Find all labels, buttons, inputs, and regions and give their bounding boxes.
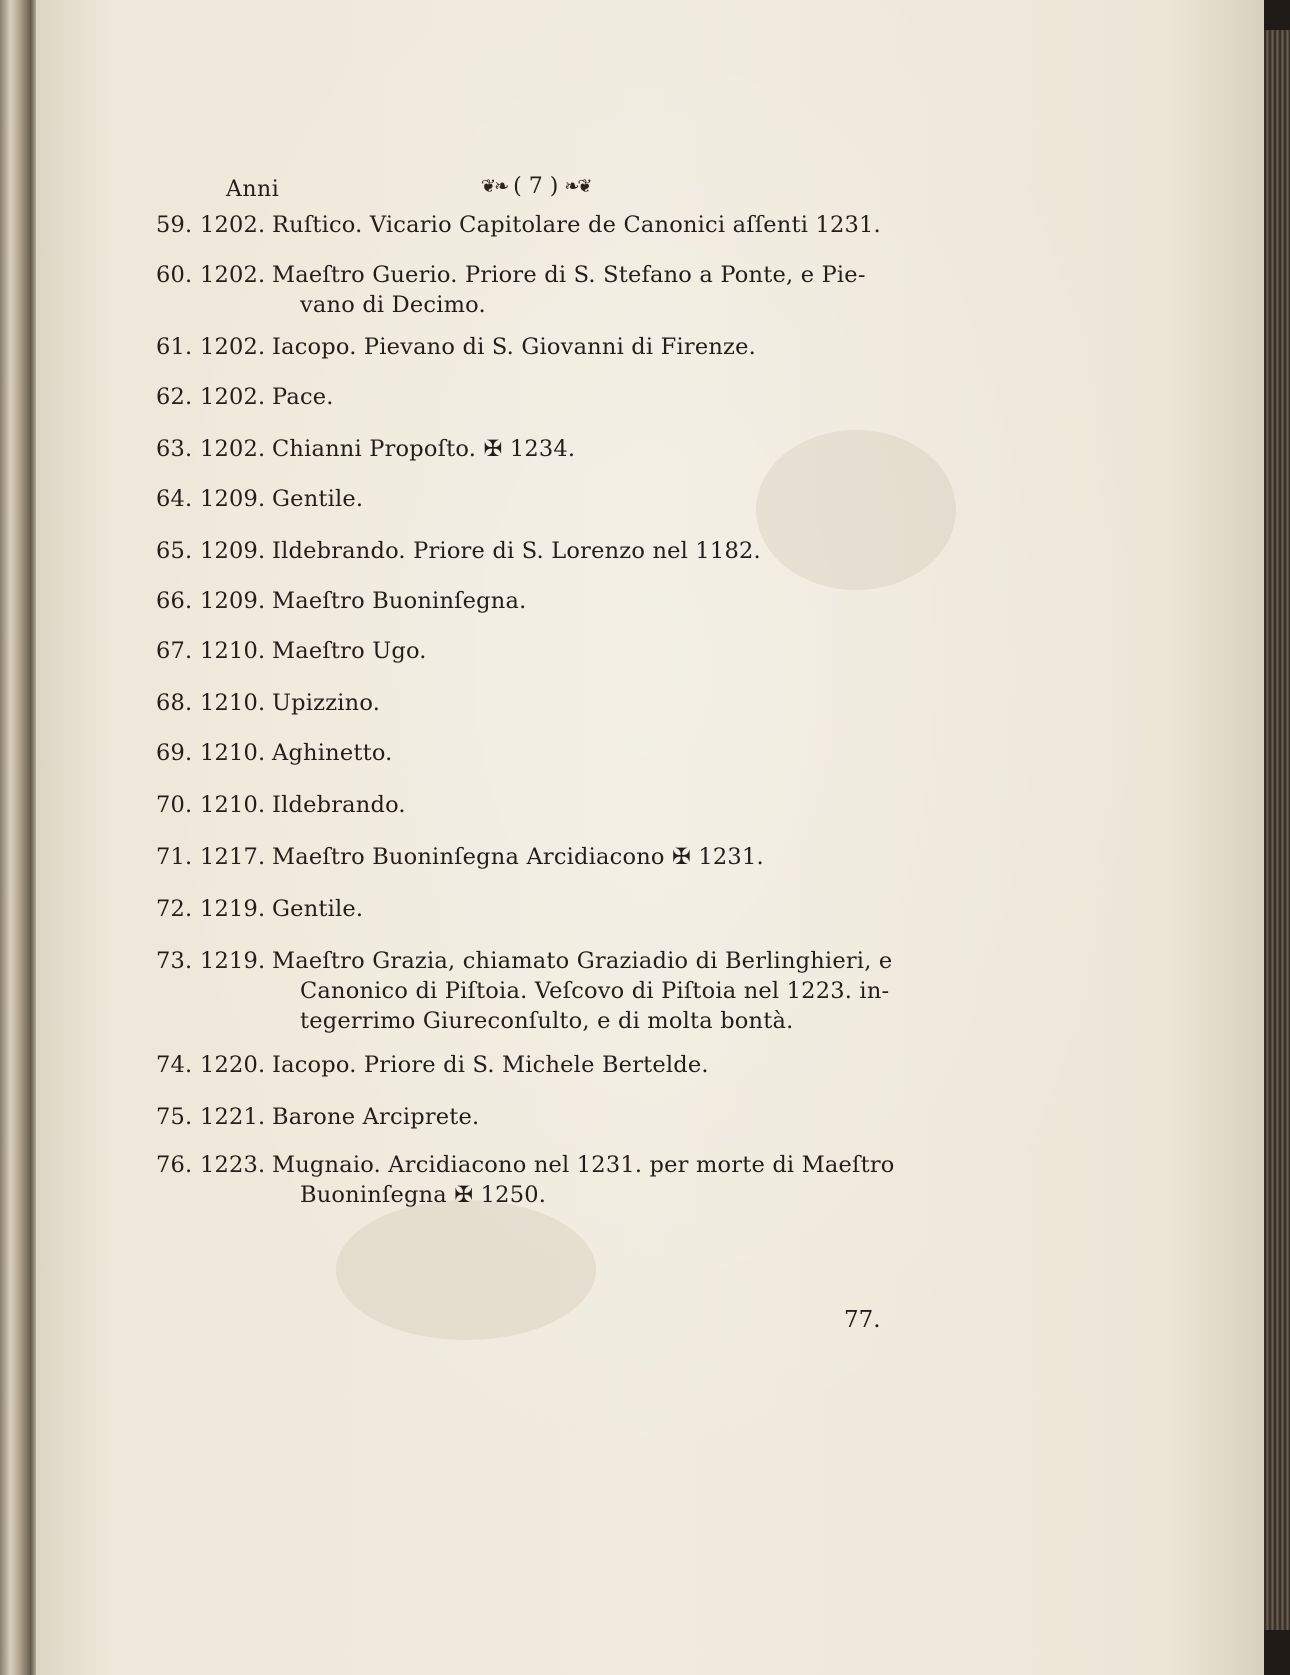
entry-year: 1210. <box>200 740 266 766</box>
ornament-left-icon: ❦❧ <box>481 176 508 197</box>
entry-text <box>268 894 956 924</box>
entry-line: Chianni Propoſto. ✠ 1234. <box>272 436 576 462</box>
entry-line: Gentile. <box>272 486 364 512</box>
entry-line: Ruſtico. Vicario Capitolare de Canonici aſſenti 1231. <box>272 212 881 238</box>
page-content <box>36 0 1264 1675</box>
entry-year: 1202. <box>200 334 266 360</box>
ornament-right-icon: ❧❦ <box>564 176 591 197</box>
list-item <box>156 332 956 362</box>
entry-year: 1210. <box>200 690 266 716</box>
entry-number: 67. <box>156 638 193 664</box>
page-number-header <box>481 174 591 199</box>
list-item <box>156 1050 956 1080</box>
list-item <box>156 536 956 566</box>
entry-year: 1221. <box>200 1104 266 1130</box>
list-item <box>156 1150 956 1210</box>
entry-text <box>268 332 956 362</box>
list-item <box>156 484 956 514</box>
entry-text <box>268 260 956 320</box>
entry-year: 1210. <box>200 792 266 818</box>
list-item <box>156 688 956 718</box>
entry-line: Ildebrando. <box>272 792 406 818</box>
entry-number: 61. <box>156 334 193 360</box>
entry-number: 74. <box>156 1052 193 1078</box>
page-number: ( 7 ) <box>513 174 559 199</box>
list-item <box>156 260 956 320</box>
entry-continuation-line: tegerrimo Giureconſulto, e di molta bontà. <box>300 1008 794 1034</box>
list-item <box>156 790 956 820</box>
entry-continuation-line: Buoninſegna ✠ 1250. <box>300 1182 547 1208</box>
entry-year: 1209. <box>200 588 266 614</box>
entry-text <box>268 636 956 666</box>
entry-text <box>268 210 956 240</box>
entry-number: 76. <box>156 1152 193 1178</box>
entry-year: 1219. <box>200 896 266 922</box>
entry-continuation-line: vano di Decimo. <box>300 292 486 318</box>
entry-text <box>268 688 956 718</box>
entry-text <box>268 790 956 820</box>
entry-line: Upizzino. <box>272 690 381 716</box>
list-item <box>156 842 956 872</box>
list-item <box>156 738 956 768</box>
entry-text <box>268 382 956 412</box>
entry-text <box>268 1050 956 1080</box>
entry-number: 70. <box>156 792 193 818</box>
entry-number: 69. <box>156 740 193 766</box>
entry-text <box>268 536 956 566</box>
page-fore-edge <box>1264 30 1290 1630</box>
entry-number: 64. <box>156 486 193 512</box>
entry-year: 1209. <box>200 538 266 564</box>
entry-line: Maeſtro Ugo. <box>272 638 427 664</box>
entry-number: 59. <box>156 212 193 238</box>
book-spine <box>0 0 30 1675</box>
list-item <box>156 210 956 240</box>
entry-number: 66. <box>156 588 193 614</box>
signature-mark: 77. <box>844 1307 881 1333</box>
entry-line: Maeſtro Buoninſegna Arcidiacono ✠ 1231. <box>272 844 764 870</box>
list-item <box>156 382 956 412</box>
entry-text <box>268 484 956 514</box>
entry-number: 71. <box>156 844 193 870</box>
entry-year: 1220. <box>200 1052 266 1078</box>
entry-year: 1202. <box>200 262 266 288</box>
entry-continuation-line: Canonico di Piſtoia. Veſcovo di Piſtoia nel 1223. in- <box>300 978 890 1004</box>
entry-number: 72. <box>156 896 193 922</box>
entry-text <box>268 946 956 1036</box>
list-item <box>156 894 956 924</box>
entry-line: Aghinetto. <box>272 740 393 766</box>
list-item <box>156 946 956 1036</box>
entry-text <box>268 1150 956 1210</box>
entry-text <box>268 842 956 872</box>
entry-year: 1223. <box>200 1152 266 1178</box>
entry-year: 1219. <box>200 948 266 974</box>
entry-number: 60. <box>156 262 193 288</box>
list-item <box>156 636 956 666</box>
entry-line: Iacopo. Pievano di S. Giovanni di Firenze. <box>272 334 756 360</box>
entry-line: Iacopo. Priore di S. Michele Bertelde. <box>272 1052 709 1078</box>
entry-text <box>268 434 956 464</box>
entry-year: 1202. <box>200 212 266 238</box>
entry-text <box>268 738 956 768</box>
entry-number: 63. <box>156 436 193 462</box>
entry-line: Maeſtro Buoninſegna. <box>272 588 527 614</box>
entry-text <box>268 1102 956 1132</box>
entry-number: 68. <box>156 690 193 716</box>
entry-line: Gentile. <box>272 896 364 922</box>
list-item <box>156 1102 956 1132</box>
entry-year: 1202. <box>200 436 266 462</box>
entry-line: Maeſtro Guerio. Priore di S. Stefano a Ponte, e Pie- <box>272 262 866 288</box>
entry-year: 1202. <box>200 384 266 410</box>
entry-year: 1209. <box>200 486 266 512</box>
entry-year: 1217. <box>200 844 266 870</box>
entry-line: Barone Arciprete. <box>272 1104 480 1130</box>
entry-line: Ildebrando. Priore di S. Lorenzo nel 1182. <box>272 538 761 564</box>
entry-line: Maeſtro Grazia, chiamato Graziadio di Berlinghieri, e <box>272 948 893 974</box>
list-item <box>156 434 956 464</box>
list-item <box>156 586 956 616</box>
entry-text <box>268 586 956 616</box>
entry-line: Pace. <box>272 384 334 410</box>
book-page <box>36 0 1264 1675</box>
running-head: Anni <box>226 177 280 202</box>
entry-number: 65. <box>156 538 193 564</box>
entry-number: 75. <box>156 1104 193 1130</box>
entry-line: Mugnaio. Arcidiacono nel 1231. per morte di Maeſtro <box>272 1152 895 1178</box>
entry-number: 62. <box>156 384 193 410</box>
entry-number: 73. <box>156 948 193 974</box>
entry-year: 1210. <box>200 638 266 664</box>
